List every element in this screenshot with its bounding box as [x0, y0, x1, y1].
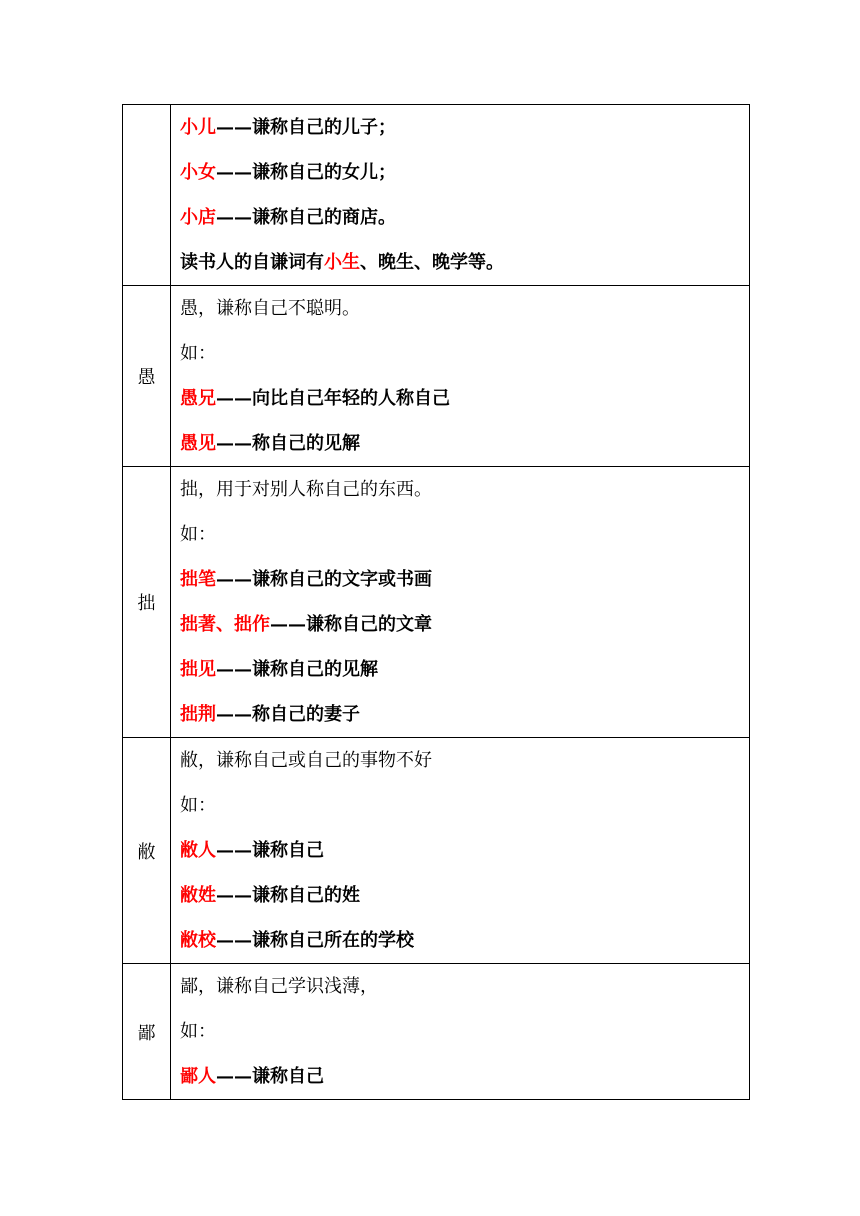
- line-text: 、晚生、晚学等。: [360, 252, 504, 273]
- line-text: 鄙，谦称自己学识浅薄，: [180, 976, 378, 997]
- description-line: [180, 512, 749, 557]
- line-text: ——谦称自己的文章: [270, 614, 432, 635]
- term-description-cell: [171, 738, 750, 964]
- description-line: [180, 376, 749, 421]
- description-line: [180, 873, 749, 918]
- highlighted-term: 小店: [180, 207, 216, 228]
- line-text: ——谦称自己的儿子；: [216, 117, 396, 138]
- highlighted-term: 小儿: [180, 117, 216, 138]
- term-character-cell: 敝: [123, 738, 171, 964]
- description-line: [180, 195, 749, 240]
- term-description-cell: [171, 105, 750, 286]
- highlighted-term: 拙见: [180, 659, 216, 680]
- description-line: [180, 828, 749, 873]
- line-text: ——谦称自己的商店。: [216, 207, 396, 228]
- description-line: [180, 1054, 749, 1099]
- line-text: ——谦称自己: [216, 1066, 324, 1087]
- description-line: [180, 240, 749, 285]
- term-character-cell: 愚: [123, 286, 171, 467]
- highlighted-term: 敝校: [180, 930, 216, 951]
- term-character-cell: 拙: [123, 467, 171, 738]
- table-row: [123, 964, 750, 1100]
- line-text: ——谦称自己所在的学校: [216, 930, 414, 951]
- description-line: [180, 738, 749, 783]
- description-line: [180, 557, 749, 602]
- description-line: [180, 692, 749, 737]
- description-line: [180, 647, 749, 692]
- term-description-cell: [171, 467, 750, 738]
- line-text: ——谦称自己的姓: [216, 885, 360, 906]
- description-line: [180, 286, 749, 331]
- highlighted-term: 愚见: [180, 433, 216, 454]
- table-row: [123, 467, 750, 738]
- line-text: ——谦称自己: [216, 840, 324, 861]
- highlighted-term: 敝姓: [180, 885, 216, 906]
- description-line: [180, 150, 749, 195]
- description-line: [180, 918, 749, 963]
- highlighted-term: 敝人: [180, 840, 216, 861]
- line-text: 如：: [180, 1021, 216, 1042]
- description-line: [180, 1009, 749, 1054]
- line-text: 如：: [180, 343, 216, 364]
- table-row: [123, 738, 750, 964]
- description-line: [180, 331, 749, 376]
- line-text: 如：: [180, 524, 216, 545]
- table-body: [123, 105, 750, 1100]
- highlighted-term: 小生: [324, 252, 360, 273]
- line-text: ——谦称自己的见解: [216, 659, 378, 680]
- line-text: 敝，谦称自己或自己的事物不好: [180, 750, 432, 771]
- line-text: ——谦称自己的女儿；: [216, 162, 396, 183]
- line-text: 拙，用于对别人称自己的东西。: [180, 479, 432, 500]
- term-description-cell: [171, 286, 750, 467]
- line-text: ——称自己的妻子: [216, 704, 360, 725]
- description-line: [180, 105, 749, 150]
- table-row: [123, 286, 750, 467]
- description-line: [180, 467, 749, 512]
- table-row: [123, 105, 750, 286]
- description-line: [180, 421, 749, 466]
- line-text: ——谦称自己的文字或书画: [216, 569, 432, 590]
- highlighted-term: 小女: [180, 162, 216, 183]
- humble-terms-table: [122, 104, 750, 1100]
- line-text: 读书人的自谦词有: [180, 252, 324, 273]
- highlighted-term: 鄙人: [180, 1066, 216, 1087]
- highlighted-term: 拙著、拙作: [180, 614, 270, 635]
- line-text: 愚，谦称自己不聪明。: [180, 298, 360, 319]
- description-line: [180, 783, 749, 828]
- description-line: [180, 964, 749, 1009]
- highlighted-term: 愚兄: [180, 388, 216, 409]
- line-text: ——向比自己年轻的人称自己: [216, 388, 450, 409]
- highlighted-term: 拙笔: [180, 569, 216, 590]
- term-character-cell: [123, 105, 171, 286]
- term-character-cell: 鄙: [123, 964, 171, 1100]
- line-text: ——称自己的见解: [216, 433, 360, 454]
- term-description-cell: [171, 964, 750, 1100]
- description-line: [180, 602, 749, 647]
- highlighted-term: 拙荆: [180, 704, 216, 725]
- line-text: 如：: [180, 795, 216, 816]
